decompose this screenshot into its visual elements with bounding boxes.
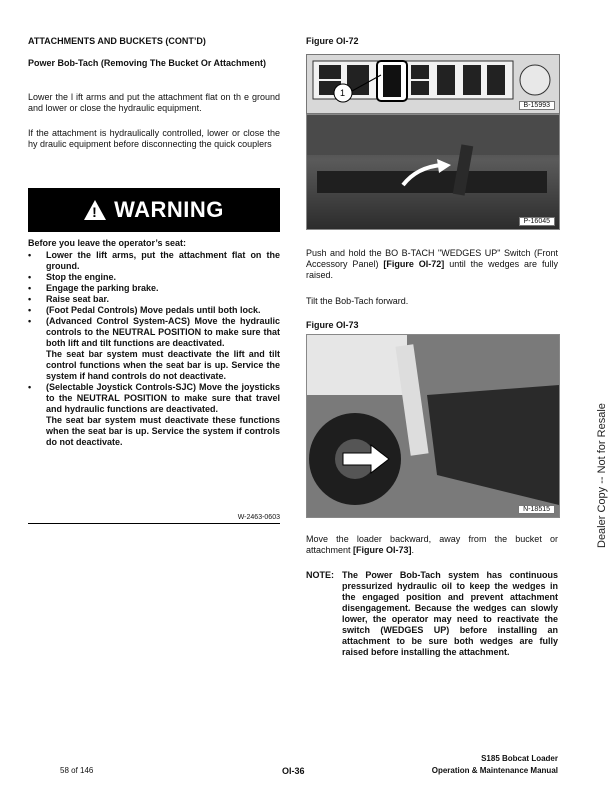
- footer-manual-subtitle: Operation & Maintenance Manual: [431, 766, 558, 775]
- note-block: [306, 570, 558, 658]
- paragraph-move-backward: [306, 534, 558, 556]
- warning-item: • Raise seat bar.: [28, 294, 280, 305]
- paragraph-text: .: [411, 545, 415, 555]
- figure-tag: B-15993: [519, 101, 555, 110]
- paragraph-text: Push and hold the BO B-TACH "WEDGES UP" Switch (Front Accessory Panel): [306, 248, 558, 269]
- footer-page-number: OI-36: [282, 766, 305, 776]
- figure-oi-73-photo: [306, 334, 560, 518]
- figure-oi-73-title: Figure OI-73: [306, 320, 359, 330]
- footer-page-count: 58 of 146: [60, 766, 94, 775]
- warning-banner: [28, 188, 280, 232]
- warning-continuation-acs: The seat bar system must deactivate the lift and tilt control functions when the seat bar is up. Service the system if hand controls do not deactivate.: [46, 349, 280, 381]
- paragraph-tilt-forward: Tilt the Bob-Tach forward.: [306, 296, 409, 306]
- warning-triangle-icon: !: [84, 200, 106, 220]
- dealer-copy-watermark: [586, 318, 608, 548]
- warning-code: W-2463-0603: [237, 514, 280, 521]
- paragraph-text: until the wedges are fully raised.: [306, 259, 558, 280]
- figure-oi-72-panel-photo: [306, 54, 560, 114]
- paragraph-text: Move the loader backward, away from the bucket or attachment: [306, 534, 558, 555]
- note-text: The Power Bob-Tach system has continuous pressurized hydraulic oil to keep the wedges in the engaged position and prevent attachment disengagement. Because the wedges can slowly lower, the operator may need to reactivate the switch (WEDGES UP) before installing an attachment to be sure both wedges are fully raised before installing the attachment.: [342, 570, 558, 657]
- warning-list: [28, 238, 280, 448]
- dealer-copy-text: Dealer Copy -- Not for Resale: [596, 403, 608, 548]
- figure-reference: [Figure OI-73]: [353, 545, 412, 555]
- warning-lead: Before you leave the operator’s seat:: [28, 238, 187, 248]
- warning-item: • Lower the lift arms, put the attachment flat on the ground.: [28, 250, 280, 272]
- warning-item: • (Advanced Control System-ACS) Move the hydraulic controls to the NEUTRAL POSITION to make sure that both lift and tilt functions are deactivated.: [28, 316, 280, 349]
- warning-continuation-sjc: The seat bar system must deactivate these functions when the seat bar is up. Service the system if controls do not deactivate.: [46, 415, 280, 447]
- figure-oi-72-title: Figure OI-72: [306, 36, 359, 46]
- paragraph-lower-lift-arms: Lower the l ift arms and put the attachment flat on th e ground and lower or close the hydraulic equipment.: [28, 92, 280, 113]
- paragraph-hydraulic-attachment: If the attachment is hydraulically controlled, lower or close the hy draulic equipment before disconnecting the quick couplers: [28, 128, 280, 149]
- figure-oi-72-bobtach-photo: [306, 114, 560, 230]
- subsection-title: Power Bob-Tach (Removing The Bucket Or Attachment): [28, 58, 267, 68]
- paragraph-push-wedges-up: [306, 248, 558, 281]
- figure-tag: N-18515: [518, 505, 555, 514]
- warning-divider: [28, 523, 280, 524]
- warning-item: • (Selectable Joystick Controls-SJC) Move the joysticks to the NEUTRAL POSITION to make sure that travel and hydraulic functions are deactivated.: [28, 382, 280, 415]
- warning-item: • Stop the engine.: [28, 272, 280, 283]
- warning-item: • (Foot Pedal Controls) Move pedals until both lock.: [28, 305, 280, 316]
- footer-manual-title: S185 Bobcat Loader: [481, 754, 558, 763]
- figure-reference: [Figure OI-72]: [383, 259, 445, 269]
- warning-label: WARNING: [114, 197, 224, 222]
- callout-number: 1: [340, 88, 346, 98]
- warning-item: • Engage the parking brake.: [28, 283, 280, 294]
- figure-tag: P-16045: [519, 217, 555, 226]
- note-label: NOTE:: [306, 570, 334, 580]
- bobtach-photo-drawing: [307, 115, 559, 229]
- loader-bucket-drawing: [307, 335, 559, 517]
- section-title: ATTACHMENTS AND BUCKETS (CONT’D): [28, 36, 206, 46]
